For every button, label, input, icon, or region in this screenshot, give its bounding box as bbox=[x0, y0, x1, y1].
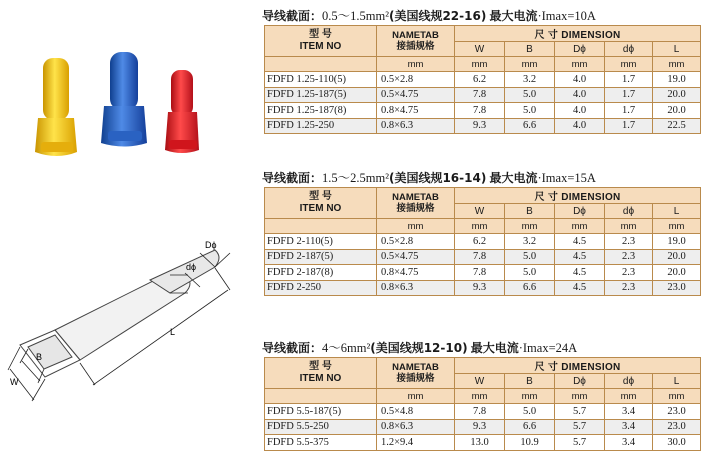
section-title: 导线截面：4～6mm²(美国线规12-10) 最大电流·Imax=24A bbox=[262, 341, 578, 355]
unit-cell: mm bbox=[455, 57, 505, 72]
spec-table bbox=[264, 187, 701, 296]
unit-cell: mm bbox=[455, 389, 505, 404]
table-row: FDFD 2-110(5) 0.5×2.8 6.2 3.2 4.5 2.3 19.0 bbox=[265, 234, 701, 250]
unit-cell: mm bbox=[605, 57, 653, 72]
table-row: FDFD 1.25-110(5) 0.5×2.8 6.2 3.2 4.0 1.7 19.0 bbox=[265, 72, 701, 88]
dimension-header: 尺 寸 DIMENSION bbox=[455, 188, 701, 204]
col-W: W bbox=[455, 374, 505, 389]
unit-cell: mm bbox=[505, 219, 555, 234]
spec-section-1 bbox=[262, 7, 700, 134]
label-d: dϕ bbox=[186, 262, 197, 272]
table-row: FDFD 2-250 0.8×6.3 9.3 6.6 4.5 2.3 23.0 bbox=[265, 280, 701, 296]
section-title: 导线截面：0.5～1.5mm²(美国线规22-16) 最大电流·Imax=10A bbox=[262, 9, 596, 23]
red-terminal bbox=[165, 70, 199, 153]
spec-section-3 bbox=[262, 339, 700, 451]
unit-cell: mm bbox=[653, 57, 701, 72]
spec-table bbox=[264, 357, 701, 451]
table-row: FDFD 5.5-250 0.8×6.3 9.3 6.6 5.7 3.4 23.0 bbox=[265, 419, 701, 435]
col-D: Dϕ bbox=[555, 374, 605, 389]
unit-cell: mm bbox=[377, 57, 455, 72]
section-title: 导线截面：1.5～2.5mm²(美国线规16-14) 最大电流·Imax=15A bbox=[262, 171, 596, 185]
product-photo bbox=[0, 0, 260, 175]
table-row: FDFD 1.25-187(8) 0.8×4.75 7.8 5.0 4.0 1.7 20.0 bbox=[265, 103, 701, 119]
col-B: B bbox=[505, 42, 555, 57]
model-header: 型 号 ITEM NO bbox=[265, 26, 377, 57]
nametab-header: NAMETAB 接插规格 bbox=[377, 358, 455, 389]
table-row: FDFD 5.5-187(5) 0.5×4.8 7.8 5.0 5.7 3.4 23.0 bbox=[265, 404, 701, 420]
col-d: dϕ bbox=[605, 374, 653, 389]
unit-cell: mm bbox=[377, 219, 455, 234]
unit-cell: mm bbox=[653, 389, 701, 404]
table-row: FDFD 2-187(8) 0.8×4.75 7.8 5.0 4.5 2.3 20.0 bbox=[265, 265, 701, 281]
table-row: FDFD 1.25-250 0.8×6.3 9.3 6.6 4.0 1.7 22.5 bbox=[265, 118, 701, 134]
dimension-header: 尺 寸 DIMENSION bbox=[455, 26, 701, 42]
nametab-header: NAMETAB 接插规格 bbox=[377, 188, 455, 219]
label-D: Dϕ bbox=[205, 240, 217, 250]
unit-cell: mm bbox=[505, 389, 555, 404]
unit-blank bbox=[265, 219, 377, 234]
table-row: FDFD 2-187(5) 0.5×4.75 7.8 5.0 4.5 2.3 20.0 bbox=[265, 249, 701, 265]
col-d: dϕ bbox=[605, 42, 653, 57]
col-D: Dϕ bbox=[555, 204, 605, 219]
unit-cell: mm bbox=[377, 389, 455, 404]
nametab-header: NAMETAB 接插规格 bbox=[377, 26, 455, 57]
unit-cell: mm bbox=[605, 389, 653, 404]
dimension-header: 尺 寸 DIMENSION bbox=[455, 358, 701, 374]
dimension-diagram bbox=[0, 235, 260, 415]
table-row: FDFD 1.25-187(5) 0.5×4.75 7.8 5.0 4.0 1.7 20.0 bbox=[265, 87, 701, 103]
col-B: B bbox=[505, 374, 555, 389]
unit-cell: mm bbox=[605, 219, 653, 234]
unit-cell: mm bbox=[555, 389, 605, 404]
col-L: L bbox=[653, 204, 701, 219]
col-W: W bbox=[455, 204, 505, 219]
col-W: W bbox=[455, 42, 505, 57]
unit-blank bbox=[265, 389, 377, 404]
unit-cell: mm bbox=[555, 57, 605, 72]
label-L: L bbox=[170, 327, 176, 337]
col-L: L bbox=[653, 42, 701, 57]
unit-cell: mm bbox=[455, 219, 505, 234]
table-row: FDFD 5.5-375 1.2×9.4 13.0 10.9 5.7 3.4 30.0 bbox=[265, 435, 701, 451]
unit-cell: mm bbox=[555, 219, 605, 234]
model-header: 型 号 ITEM NO bbox=[265, 358, 377, 389]
unit-cell: mm bbox=[505, 57, 555, 72]
col-L: L bbox=[653, 374, 701, 389]
yellow-terminal bbox=[35, 58, 77, 156]
col-B: B bbox=[505, 204, 555, 219]
blue-terminal bbox=[101, 52, 147, 147]
col-d: dϕ bbox=[605, 204, 653, 219]
model-header: 型 号 ITEM NO bbox=[265, 188, 377, 219]
unit-cell: mm bbox=[653, 219, 701, 234]
label-W: W bbox=[10, 377, 19, 387]
spec-section-2 bbox=[262, 169, 700, 296]
unit-blank bbox=[265, 57, 377, 72]
col-D: Dϕ bbox=[555, 42, 605, 57]
label-B: B bbox=[36, 352, 43, 362]
spec-table bbox=[264, 25, 701, 134]
